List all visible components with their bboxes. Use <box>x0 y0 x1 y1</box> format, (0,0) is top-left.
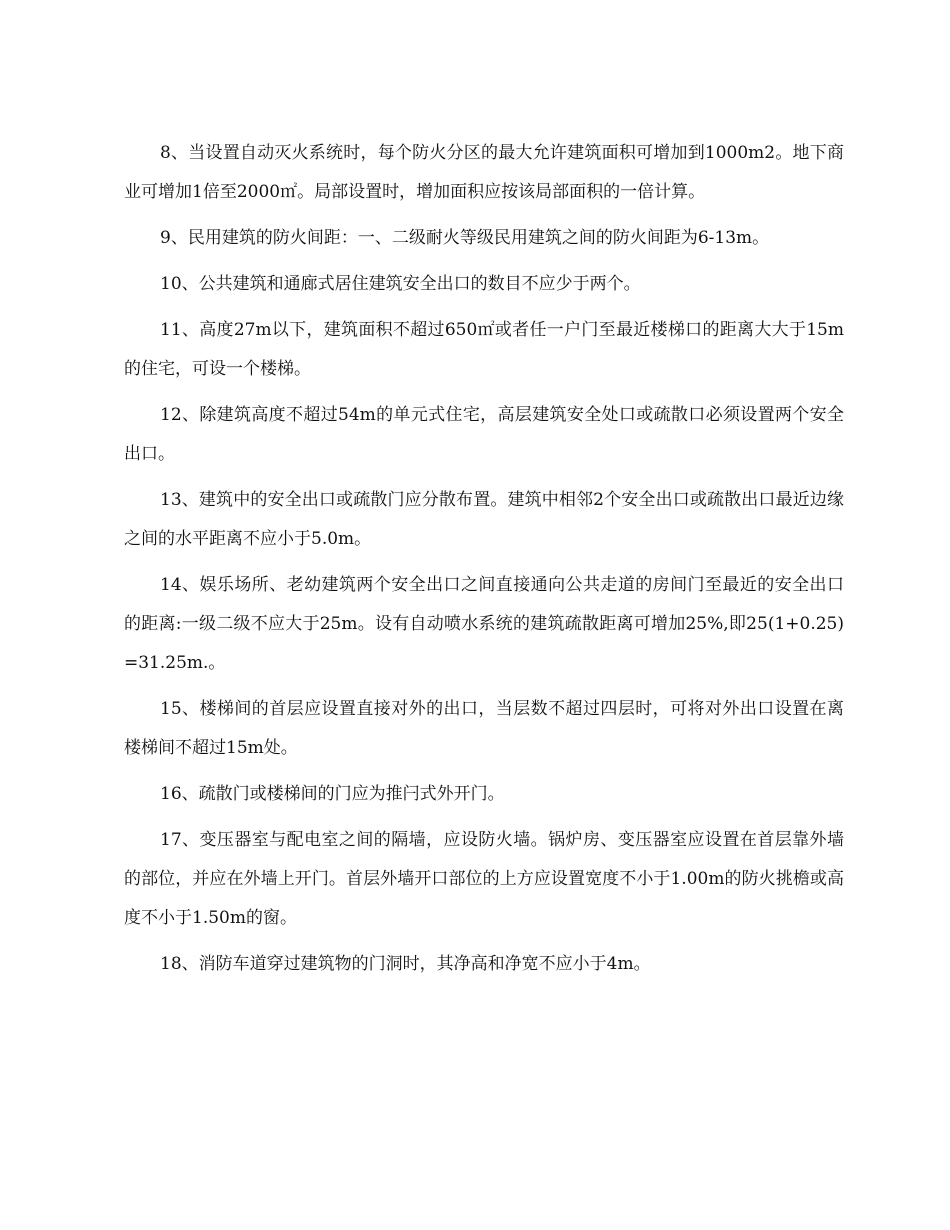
document-body <box>124 134 844 991</box>
paragraph-8: 8、当设置自动灭火系统时，每个防火分区的最大允许建筑面积可增加到1000m2。地下商业可增加1倍至2000㎡。局部设置时，增加面积应按该局部面积的一倍计算。 <box>124 143 844 202</box>
paragraph-16: 16、疏散门或楼梯间的门应为推闩式外开门。 <box>160 784 505 804</box>
paragraph-12: 12、除建筑高度不超过54m的单元式住宅，高层建筑安全处口或疏散口必须设置两个安全出口。 <box>124 405 844 464</box>
paragraph-11: 11、高度27m以下，建筑面积不超过650㎡或者任一户门至最近楼梯口的距离大大于15m的住宅，可设一个楼梯。 <box>124 320 844 379</box>
paragraph-17: 17、变压器室与配电室之间的隔墙，应设防火墙。锅炉房、变压器室应设置在首层靠外墙的部位，并应在外墙上开门。首层外墙开口部位的上方应设置宽度不小于1.00m的防火挑檐或高度不小于1.50m的窗。 <box>124 830 844 928</box>
paragraph-15: 15、楼梯间的首层应设置直接对外的出口，当层数不超过四层时，可将对外出口设置在离楼梯间不超过15m处。 <box>124 699 844 758</box>
paragraph-10: 10、公共建筑和通廊式居住建筑安全出口的数目不应少于两个。 <box>160 274 641 294</box>
paragraph-9: 9、民用建筑的防火间距：一、二级耐火等级民用建筑之间的防火间距为6-13m。 <box>160 228 770 248</box>
paragraph-14: 14、娱乐场所、老幼建筑两个安全出口之间直接通向公共走道的房间门至最近的安全出口的距离:一级二级不应大于25m。设有自动喷水系统的建筑疏散距离可增加25%,即25(1+0.25)=31.25m.。 <box>124 575 844 673</box>
paragraph-13: 13、建筑中的安全出口或疏散门应分散布置。建筑中相邻2个安全出口或疏散出口最近边缘之间的水平距离不应小于5.0m。 <box>124 490 844 549</box>
paragraph-18: 18、消防车道穿过建筑物的门洞时，其净高和净宽不应小于4m。 <box>160 954 651 974</box>
